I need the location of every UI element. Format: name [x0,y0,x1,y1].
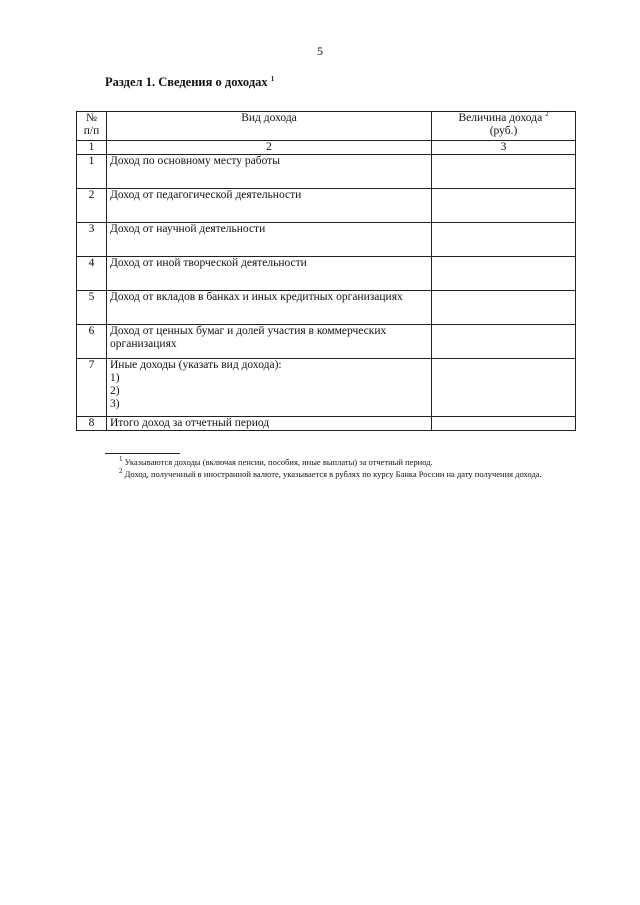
row-income-kind: Доход от научной деятельности [107,223,432,257]
row-number: 3 [77,223,107,257]
column-index-1: 1 [77,141,107,155]
column-index-row [77,141,576,155]
header-number-line1: № [86,112,97,124]
table-row [77,291,576,325]
row-income-value-cell[interactable] [432,257,576,291]
total-value-cell[interactable] [432,417,576,431]
other-income-value-cell[interactable] [432,359,576,417]
other-income-item-1: 1) [110,372,120,384]
header-number [77,112,107,141]
other-income-kind [107,359,432,417]
column-index-2: 2 [107,141,432,155]
footnote-1-text: Указываются доходы (включая пенсии, пособия, иные выплаты) за отчетный период. [124,457,433,467]
other-income-item-3: 3) [110,398,120,410]
column-index-3: 3 [432,141,576,155]
total-label: Итого доход за отчетный период [107,417,432,431]
row-number: 8 [77,417,107,431]
row-number: 2 [77,189,107,223]
table-row [77,155,576,189]
row-number: 5 [77,291,107,325]
footnotes [105,456,580,480]
table-row [77,257,576,291]
row-income-value-cell[interactable] [432,291,576,325]
row-income-kind: Доход от вкладов в банках и иных кредитных организациях [107,291,432,325]
header-income-kind: Вид дохода [107,112,432,141]
other-income-item-2: 2) [110,385,120,397]
footnote-2-marker: 2 [119,467,123,476]
row-income-value-cell[interactable] [432,155,576,189]
row-income-value-cell[interactable] [432,325,576,359]
income-table [76,111,576,431]
header-value-line1: Величина дохода [458,112,543,124]
header-number-line2: п/п [83,125,100,137]
table-row [77,223,576,257]
footnote-2-text: Доход, полученный в иностранной валюте, указывается в рублях по курсу Банка России на дату получения дохода. [124,469,542,479]
footnote-1 [105,456,580,468]
other-income-row [77,359,576,417]
row-income-value-cell[interactable] [432,223,576,257]
footnote-2 [105,468,580,480]
header-income-value [432,112,576,141]
table-row [77,189,576,223]
total-row [77,417,576,431]
header-value-footnote-marker: 2 [545,110,549,119]
row-income-value-cell[interactable] [432,189,576,223]
row-income-kind: Доход по основному месту работы [107,155,432,189]
other-income-label: Иные доходы (указать вид дохода): [110,359,282,371]
row-income-kind: Доход от иной творческой деятельности [107,257,432,291]
row-number: 6 [77,325,107,359]
page-number: 5 [317,44,323,58]
row-income-kind: Доход от педагогической деятельности [107,189,432,223]
section-title [105,75,274,90]
section-title-text: Раздел 1. Сведения о доходах [105,75,268,89]
section-title-footnote-marker: 1 [270,74,275,83]
row-number: 7 [77,359,107,417]
footnote-divider [105,453,180,454]
row-number: 4 [77,257,107,291]
row-income-kind: Доход от ценных бумаг и долей участия в коммерческих организациях [107,325,432,359]
header-value-line2: (руб.) [489,125,518,137]
table-header-row [77,112,576,141]
table-row [77,325,576,359]
footnote-1-marker: 1 [119,455,123,464]
row-number: 1 [77,155,107,189]
